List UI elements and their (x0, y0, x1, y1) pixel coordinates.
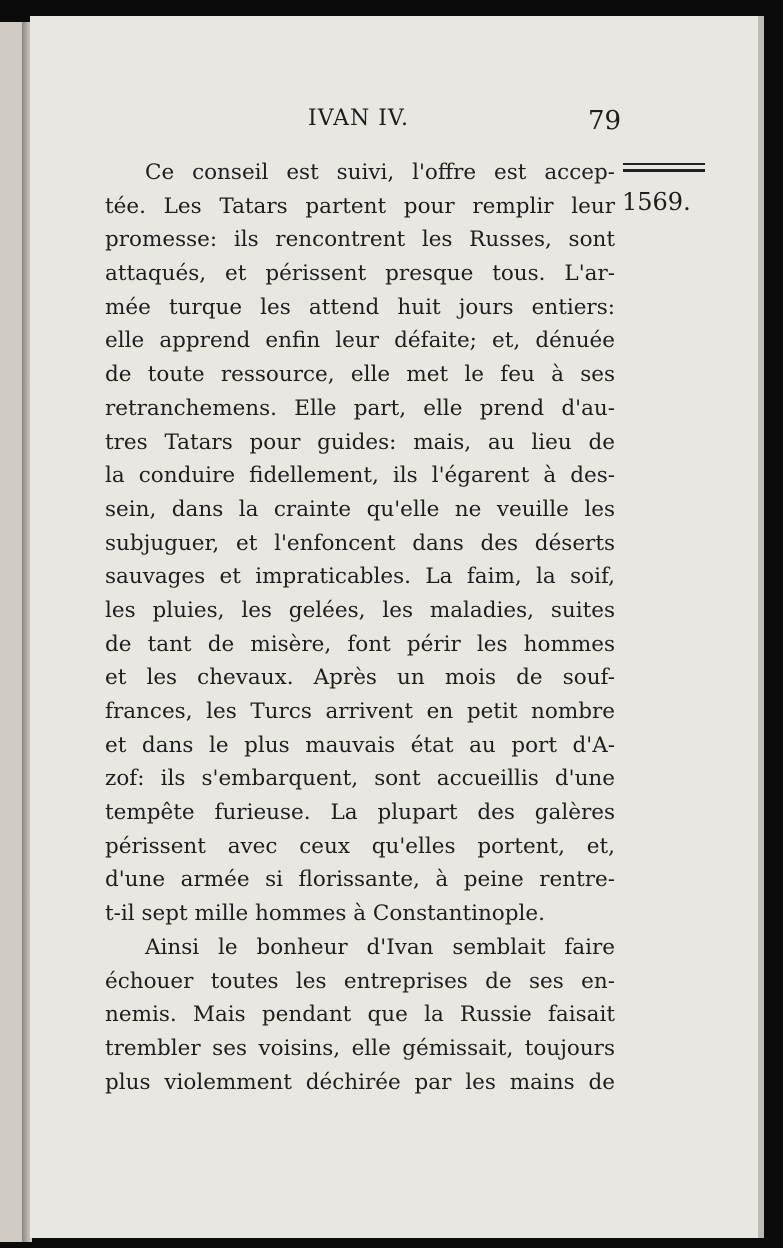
body-text (105, 156, 615, 1099)
text-line: tempête furieuse. La plupart des galères (105, 800, 615, 826)
running-head: IVAN IV. (308, 106, 409, 131)
text-line: nemis. Mais pendant que la Russie faisait (105, 1002, 615, 1028)
text-line: plus violemment déchirée par les mains de (105, 1069, 615, 1095)
text-line: périssent avec ceux qu'elles portent, et, (105, 833, 615, 859)
text-line: la conduire fidellement, ils l'égarent à des- (105, 463, 615, 489)
text-line: attaqués, et périssent presque tous. L'ar- (105, 261, 615, 287)
text-line: de toute ressource, elle met le feu à ses (105, 362, 615, 388)
text-line: de tant de misère, font périr les hommes (105, 631, 615, 657)
facing-page-edge (0, 22, 22, 1242)
book-page (30, 16, 760, 1238)
text-line: et dans le plus mauvais état au port d'A- (105, 732, 615, 758)
page-edge-shadow (758, 16, 764, 1238)
text-line: sauvages et impraticables. La faim, la soif, (105, 564, 615, 590)
text-line: Ainsi le bonheur d'Ivan semblait faire (145, 934, 615, 960)
text-line: tée. Les Tatars partent pour remplir leur (105, 193, 615, 219)
text-line: retranchemens. Elle part, elle prend d'au- (105, 395, 615, 421)
margin-rule-thick (623, 169, 705, 172)
text-line: les pluies, les gelées, les maladies, suites (105, 597, 615, 623)
text-line: promesse: ils rencontrent les Russes, sont (105, 227, 615, 253)
text-line: mée turque les attend huit jours entiers: (105, 294, 615, 320)
text-line: frances, les Turcs arrivent en petit nombre (105, 699, 615, 724)
page-number: 79 (588, 106, 622, 136)
text-line: et les chevaux. Après un mois de souf- (105, 665, 615, 691)
text-line: Ce conseil est suivi, l'offre est accep- (145, 160, 615, 185)
text-line: subjuguer, et l'enfoncent dans des déserts (105, 530, 615, 556)
text-line: elle apprend enfin leur défaite; et, dénuée (105, 328, 615, 354)
margin-year-note: 1569. (622, 188, 691, 216)
margin-rule-thin (623, 163, 705, 165)
text-line: échouer toutes les entreprises de ses en- (105, 968, 615, 994)
text-line: t-il sept mille hommes à Constantinople. (105, 901, 545, 927)
text-line: d'une armée si florissante, à peine rentre- (105, 867, 615, 893)
text-line: tres Tatars pour guides: mais, au lieu de (105, 429, 615, 455)
text-line: sein, dans la crainte qu'elle ne veuille les (105, 496, 615, 522)
text-line: zof: ils s'embarquent, sont accueillis d'une (105, 766, 615, 792)
text-line: trembler ses voisins, elle gémissait, toujours (105, 1035, 615, 1061)
page-header (30, 102, 760, 142)
